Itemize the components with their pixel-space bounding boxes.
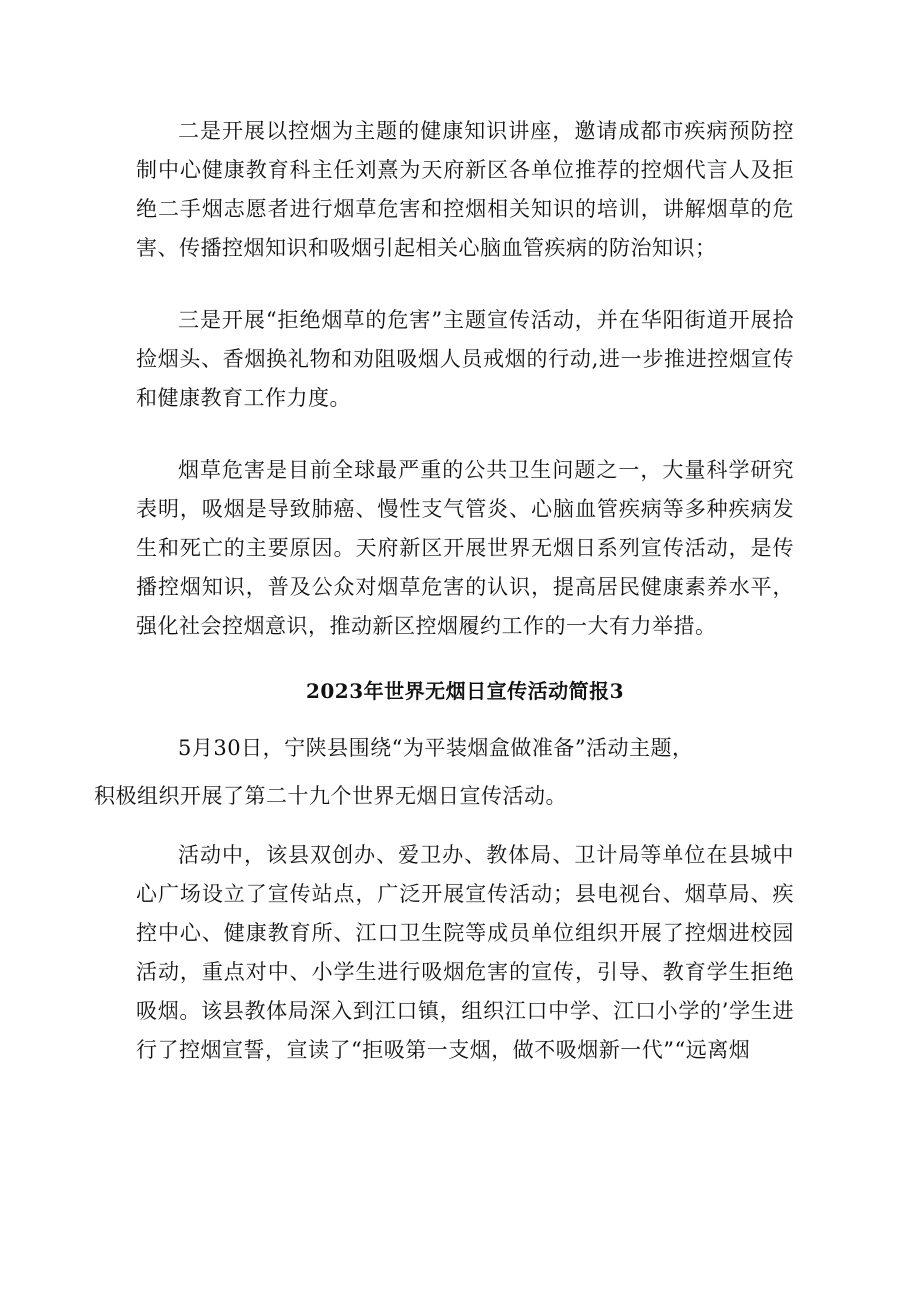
paragraph-intro-line2: 积极组织开展了第二十九个世界无烟日宣传活动。 — [94, 784, 567, 808]
section-title: 2023年世界无烟日宣传活动简报3 — [305, 679, 625, 703]
paragraph-activities: 活动中，该县双创办、爱卫办、教体局、卫计局等单位在县城中心广场设立了宣传站点，广泛开展宣传活动；县电视台、烟草局、疾控中心、健康教育所、江口卫生院等成员单位组织开展了控烟进校园活动，重点对中、小学生进行吸烟危害的宣传，引导、教育学生拒绝吸烟。该县教体局深入到江口镇，组织江口中学、江口小学的’学生进行了控烟宣誓，宣读了“拒吸第一支烟，做不吸烟新一代”“远离烟 — [136, 843, 794, 1062]
paragraph-intro-line1: 5月30日，宁陕县围绕“为平装烟盒做准备”活动主题， — [178, 736, 694, 760]
paragraph-intro — [94, 724, 794, 820]
paragraph-campaign: 三是开展“拒绝烟草的危害”主题宣传活动，并在华阳街道开展拾捡烟头、香烟换礼物和劝阻吸烟人员戒烟的行动,进一步推进控烟宣传和健康教育工作力度。 — [136, 308, 794, 410]
document-page — [94, 112, 794, 1070]
paragraph-lecture: 二是开展以控烟为主题的健康知识讲座，邀请成都市疾病预防控制中心健康教育科主任刘熹为天府新区各单位推荐的控烟代言人及拒绝二手烟志愿者进行烟草危害和控烟相关知识的培训，讲解烟草的危害、传播控烟知识和吸烟引起相关心脑血管疾病的防治知识； — [136, 119, 794, 260]
paragraph-tobacco-harm: 烟草危害是目前全球最严重的公共卫生问题之一，大量科学研究表明，吸烟是导致肺癌、慢性支气管炎、心脑血管疾病等多种疾病发生和死亡的主要原因。天府新区开展世界无烟日系列宣传活动，是传播控烟知识，普及公众对烟草危害的认识，提高居民健康素养水平，强化社会控烟意识，推动新区控烟履约工作的一大有力举措。 — [136, 458, 794, 638]
